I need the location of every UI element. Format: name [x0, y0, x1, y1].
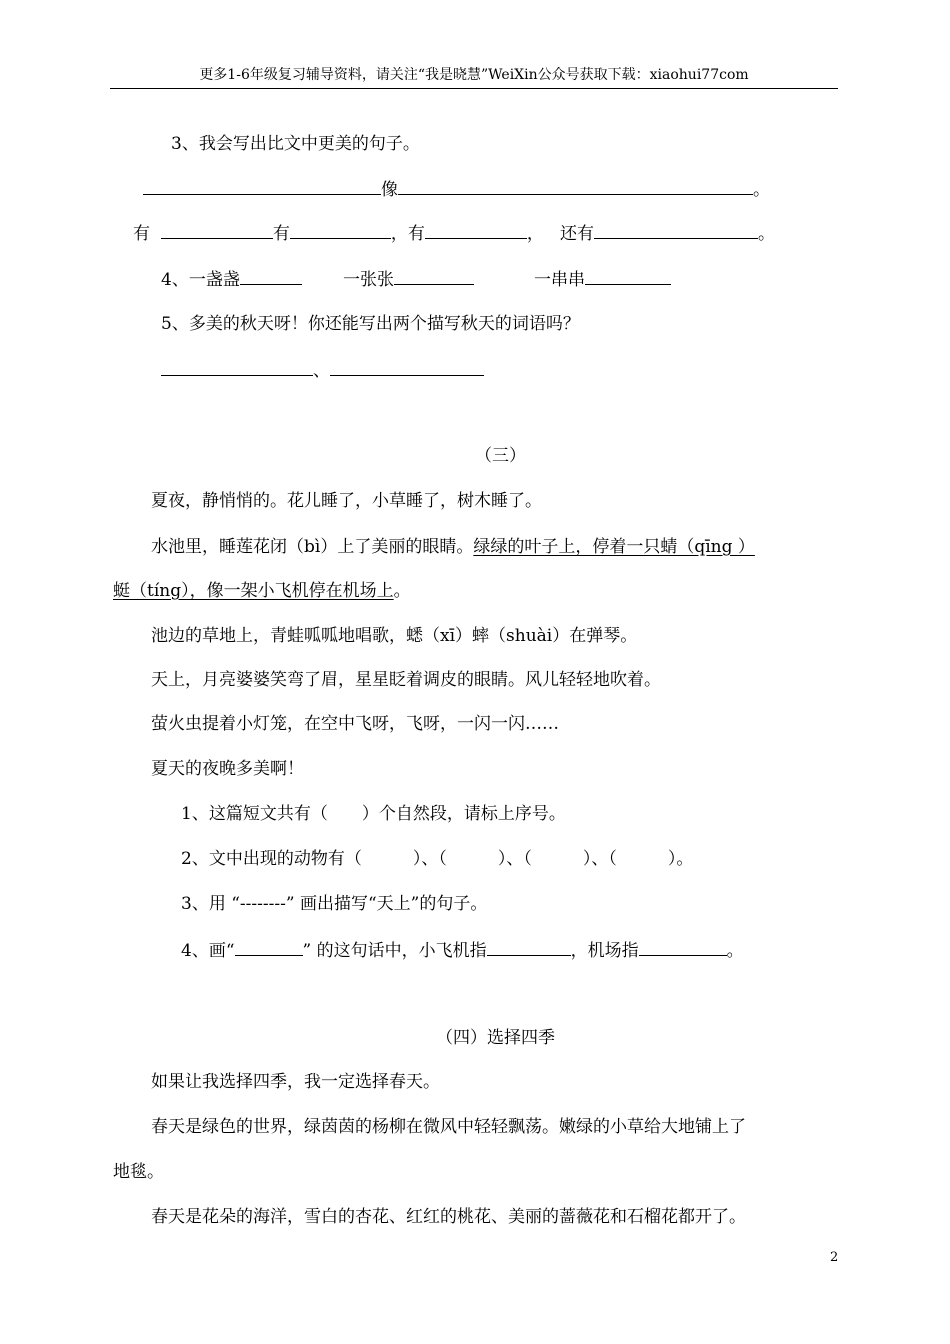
comma: ，: [390, 224, 408, 244]
paragraph-continued: 地毯。: [113, 1162, 164, 1182]
autumn-words-line: [161, 359, 484, 382]
question-3: 3、用 “--------” 画出描写“天上”的句子。: [181, 894, 488, 914]
q4-text: ” 的这句话中，小飞机指: [302, 941, 487, 961]
paragraph: 天上，月亮婆婆笑弯了眉，星星眨着调皮的眼睛。风儿轻轻地吹着。: [151, 670, 661, 690]
paragraph: 夏天的夜晚多美啊！: [151, 759, 304, 779]
question-4-c: [534, 268, 671, 291]
q4-item-a: 4、一盏盏: [161, 270, 240, 290]
question-2: 2、文中出现的动物有（ ）、（ ）、（ ）、（ ）。: [181, 849, 694, 869]
comma: ，: [526, 224, 544, 244]
q4-text: 4、画“: [181, 941, 235, 961]
answer-blank[interactable]: [594, 222, 758, 239]
underlined-sentence: 蜓（tíng），像一架小飞机停在机场上: [113, 581, 394, 601]
answer-blank[interactable]: [290, 222, 391, 239]
paragraph: 春天是花朵的海洋，雪白的杏花、红红的桃花、美丽的蔷薇花和石榴花都开了。: [151, 1207, 746, 1227]
answer-blank[interactable]: [330, 359, 484, 376]
answer-blank[interactable]: [639, 939, 727, 956]
question-4: [181, 939, 744, 962]
underlined-sentence: 绿绿的叶子上，停着一只蜻（qīng ）: [473, 537, 755, 557]
question-4-b: [343, 268, 474, 291]
paragraph: 池边的草地上，青蛙呱呱地唱歌，蟋（xī）蟀（shuài）在弹琴。: [151, 626, 638, 646]
page-header: 更多1-6年级复习辅导资料，请关注“我是晓慧”WeiXin公众号获取下载：xiaohui77com: [199, 67, 749, 83]
end-mark: 。: [758, 224, 776, 244]
underline-sample: [235, 939, 303, 956]
paragraph-continued: [113, 580, 411, 602]
q4-item-b: 一张张: [343, 270, 394, 290]
question-5: 5、多美的秋天呀！你还能写出两个描写秋天的词语吗？: [161, 314, 580, 334]
paragraph: 春天是绿色的世界，绿茵茵的杨柳在微风中轻轻飘荡。嫩绿的小草给大地铺上了: [151, 1117, 746, 1137]
end-mark: 。: [753, 180, 770, 200]
word-you: 有: [272, 224, 290, 244]
simile-word: 像: [381, 180, 398, 200]
end-mark: 。: [726, 941, 744, 961]
you-sentence-line: [133, 222, 775, 245]
question-4: [161, 268, 302, 291]
end-mark: 。: [393, 581, 411, 601]
header-rule: [110, 88, 838, 89]
question-1: 1、这篇短文共有（ ）个自然段，请标上序号。: [181, 804, 566, 824]
answer-blank[interactable]: [240, 268, 302, 285]
word-you: 有: [133, 224, 150, 244]
answer-blank[interactable]: [585, 268, 671, 285]
paragraph: 夏夜，静悄悄的。花儿睡了，小草睡了，树木睡了。: [151, 491, 542, 511]
q4-text: ，机场指: [570, 941, 639, 961]
answer-blank[interactable]: [487, 939, 571, 956]
page-number: 2: [830, 1250, 839, 1265]
answer-blank[interactable]: [398, 178, 753, 195]
word-haiyou: 还有: [560, 224, 595, 244]
q4-item-c: 一串串: [534, 270, 585, 290]
paragraph: 如果让我选择四季，我一定选择春天。: [151, 1072, 440, 1092]
answer-blank[interactable]: [161, 359, 313, 376]
paragraph: [151, 536, 755, 558]
separator: 、: [313, 361, 330, 381]
answer-blank[interactable]: [143, 178, 381, 195]
question-3: 3、我会写出比文中更美的句子。: [171, 134, 420, 154]
simile-line: [143, 178, 770, 201]
answer-blank[interactable]: [394, 268, 474, 285]
answer-blank[interactable]: [161, 222, 273, 239]
word-you: 有: [407, 224, 425, 244]
paragraph: 萤火虫提着小灯笼，在空中飞呀，飞呀，一闪一闪……: [151, 714, 559, 734]
paragraph-text: 水池里，睡莲花闭（bì）上了美丽的眼睛。: [151, 537, 474, 557]
section-title-4: （四）选择四季: [436, 1028, 555, 1048]
answer-blank[interactable]: [425, 222, 527, 239]
section-title-3: （三）: [475, 446, 526, 466]
